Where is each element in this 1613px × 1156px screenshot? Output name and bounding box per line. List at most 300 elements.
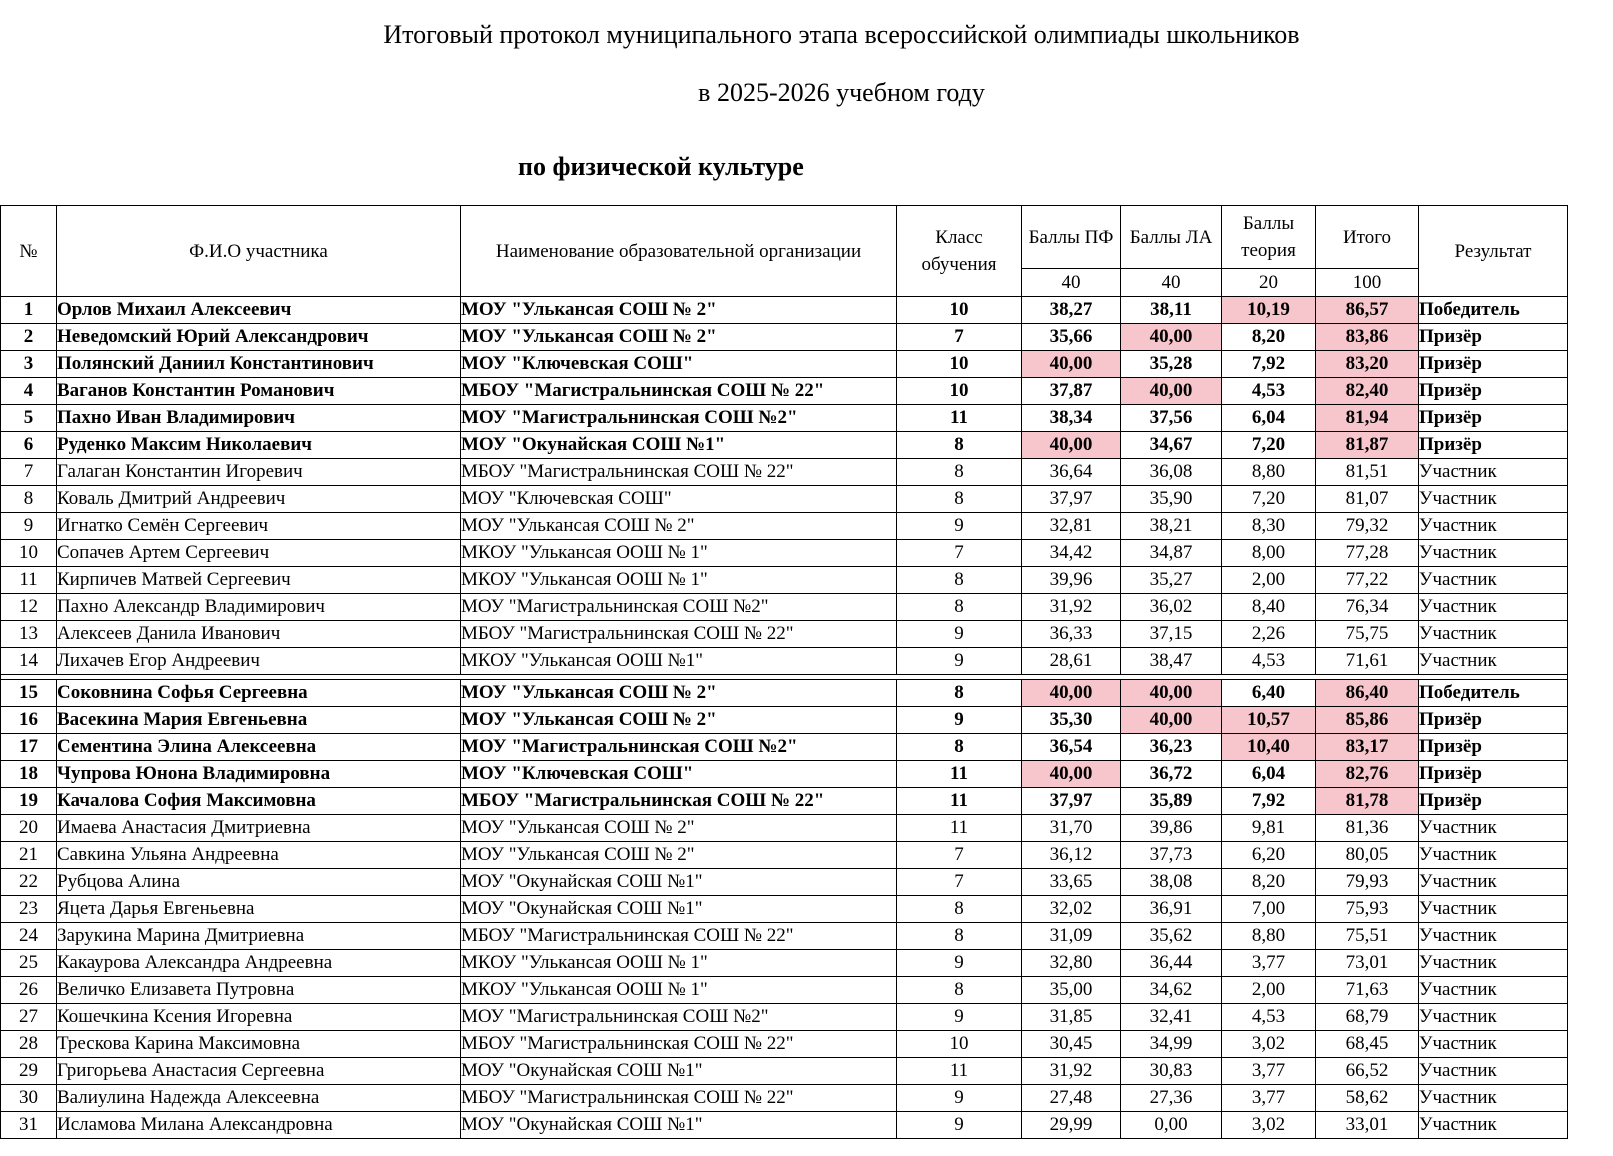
cell-num: 3 <box>1 351 57 378</box>
cell-pf: 35,66 <box>1022 324 1121 351</box>
cell-theory: 2,00 <box>1222 567 1316 594</box>
table-row <box>1 324 1568 351</box>
cell-total: 77,28 <box>1316 540 1419 567</box>
cell-num: 26 <box>1 977 57 1004</box>
cell-org: МОУ "Окунайская СОШ №1" <box>461 432 897 459</box>
header-total: Итого <box>1316 206 1419 269</box>
table-row <box>1 788 1568 815</box>
cell-result: Призёр <box>1419 324 1568 351</box>
cell-theory: 6,20 <box>1222 842 1316 869</box>
cell-pf: 39,96 <box>1022 567 1121 594</box>
cell-pf: 34,42 <box>1022 540 1121 567</box>
cell-la: 38,08 <box>1121 869 1222 896</box>
cell-la: 0,00 <box>1121 1112 1222 1139</box>
cell-pf: 40,00 <box>1022 351 1121 378</box>
cell-la: 38,11 <box>1121 297 1222 324</box>
cell-total: 81,36 <box>1316 815 1419 842</box>
cell-theory: 8,80 <box>1222 923 1316 950</box>
table-row <box>1 594 1568 621</box>
cell-theory: 7,20 <box>1222 432 1316 459</box>
cell-org: МОУ "Улькансая СОШ № 2" <box>461 297 897 324</box>
cell-name: Кошечкина Ксения Игоревна <box>57 1004 461 1031</box>
cell-total: 77,22 <box>1316 567 1419 594</box>
cell-result: Призёр <box>1419 432 1568 459</box>
cell-result: Призёр <box>1419 761 1568 788</box>
cell-total: 82,76 <box>1316 761 1419 788</box>
cell-result: Участник <box>1419 869 1568 896</box>
cell-grade: 9 <box>897 648 1022 675</box>
cell-name: Коваль Дмитрий Андреевич <box>57 486 461 513</box>
cell-theory: 7,92 <box>1222 351 1316 378</box>
cell-total: 81,51 <box>1316 459 1419 486</box>
cell-total: 33,01 <box>1316 1112 1419 1139</box>
cell-name: Галаган Константин Игоревич <box>57 459 461 486</box>
max-score-pf: 40 <box>1022 269 1121 297</box>
table-row <box>1 1031 1568 1058</box>
cell-name: Полянский Даниил Константинович <box>57 351 461 378</box>
cell-total: 76,34 <box>1316 594 1419 621</box>
cell-num: 22 <box>1 869 57 896</box>
cell-la: 34,67 <box>1121 432 1222 459</box>
cell-total: 75,93 <box>1316 896 1419 923</box>
cell-num: 6 <box>1 432 57 459</box>
cell-result: Участник <box>1419 540 1568 567</box>
cell-name: Рубцова Алина <box>57 869 461 896</box>
cell-la: 36,91 <box>1121 896 1222 923</box>
cell-name: Какаурова Александра Андреевна <box>57 950 461 977</box>
header-la: Баллы ЛА <box>1121 206 1222 269</box>
cell-theory: 10,57 <box>1222 707 1316 734</box>
cell-grade: 9 <box>897 1112 1022 1139</box>
cell-pf: 32,81 <box>1022 513 1121 540</box>
cell-theory: 6,04 <box>1222 761 1316 788</box>
cell-num: 14 <box>1 648 57 675</box>
cell-org: МБОУ "Магистральнинская СОШ № 22" <box>461 788 897 815</box>
cell-la: 40,00 <box>1121 680 1222 707</box>
cell-total: 82,40 <box>1316 378 1419 405</box>
cell-org: МОУ "Ключевская СОШ" <box>461 486 897 513</box>
cell-name: Алексеев Данила Иванович <box>57 621 461 648</box>
cell-org: МОУ "Окунайская СОШ №1" <box>461 1112 897 1139</box>
cell-la: 36,72 <box>1121 761 1222 788</box>
cell-theory: 7,92 <box>1222 788 1316 815</box>
cell-theory: 3,77 <box>1222 1058 1316 1085</box>
cell-la: 39,86 <box>1121 815 1222 842</box>
cell-name: Валиулина Надежда Алексеевна <box>57 1085 461 1112</box>
cell-name: Исламова Милана Александровна <box>57 1112 461 1139</box>
cell-pf: 35,30 <box>1022 707 1121 734</box>
cell-result: Участник <box>1419 486 1568 513</box>
cell-total: 75,51 <box>1316 923 1419 950</box>
cell-la: 37,56 <box>1121 405 1222 432</box>
cell-grade: 9 <box>897 707 1022 734</box>
cell-pf: 35,00 <box>1022 977 1121 1004</box>
cell-grade: 8 <box>897 567 1022 594</box>
cell-org: МОУ "Окунайская СОШ №1" <box>461 869 897 896</box>
cell-result: Участник <box>1419 621 1568 648</box>
cell-name: Сементина Элина Алексеевна <box>57 734 461 761</box>
table-row <box>1 648 1568 675</box>
cell-pf: 38,27 <box>1022 297 1121 324</box>
cell-org: МОУ "Улькансая СОШ № 2" <box>461 680 897 707</box>
cell-pf: 32,80 <box>1022 950 1121 977</box>
cell-theory: 7,00 <box>1222 896 1316 923</box>
table-row <box>1 1004 1568 1031</box>
header-result: Результат <box>1419 206 1568 297</box>
cell-name: Орлов Михаил Алексеевич <box>57 297 461 324</box>
cell-org: МОУ "Окунайская СОШ №1" <box>461 896 897 923</box>
cell-la: 38,47 <box>1121 648 1222 675</box>
cell-theory: 8,00 <box>1222 540 1316 567</box>
cell-pf: 29,99 <box>1022 1112 1121 1139</box>
cell-num: 2 <box>1 324 57 351</box>
table-row <box>1 977 1568 1004</box>
cell-total: 71,63 <box>1316 977 1419 1004</box>
table-row <box>1 540 1568 567</box>
cell-grade: 11 <box>897 788 1022 815</box>
cell-num: 8 <box>1 486 57 513</box>
cell-la: 36,44 <box>1121 950 1222 977</box>
cell-grade: 11 <box>897 1058 1022 1085</box>
header-grade: Класс обучения <box>897 206 1022 297</box>
cell-grade: 11 <box>897 405 1022 432</box>
cell-la: 36,08 <box>1121 459 1222 486</box>
cell-result: Участник <box>1419 567 1568 594</box>
cell-pf: 31,70 <box>1022 815 1121 842</box>
cell-org: МБОУ "Магистральнинская СОШ № 22" <box>461 1085 897 1112</box>
cell-result: Участник <box>1419 594 1568 621</box>
cell-org: МКОУ "Улькансая ООШ № 1" <box>461 950 897 977</box>
cell-org: МБОУ "Магистральнинская СОШ № 22" <box>461 621 897 648</box>
cell-total: 66,52 <box>1316 1058 1419 1085</box>
cell-pf: 36,64 <box>1022 459 1121 486</box>
cell-name: Имаева Анастасия Дмитриевна <box>57 815 461 842</box>
cell-theory: 10,40 <box>1222 734 1316 761</box>
cell-theory: 8,20 <box>1222 869 1316 896</box>
cell-num: 31 <box>1 1112 57 1139</box>
cell-result: Участник <box>1419 513 1568 540</box>
cell-org: МБОУ "Магистральнинская СОШ № 22" <box>461 459 897 486</box>
header-pf: Баллы ПФ <box>1022 206 1121 269</box>
cell-org: МБОУ "Магистральнинская СОШ № 22" <box>461 378 897 405</box>
table-row <box>1 734 1568 761</box>
cell-theory: 8,20 <box>1222 324 1316 351</box>
cell-pf: 31,92 <box>1022 1058 1121 1085</box>
cell-result: Участник <box>1419 896 1568 923</box>
table-row <box>1 950 1568 977</box>
cell-num: 13 <box>1 621 57 648</box>
cell-name: Соковнина Софья Сергеевна <box>57 680 461 707</box>
cell-grade: 10 <box>897 378 1022 405</box>
cell-theory: 10,19 <box>1222 297 1316 324</box>
cell-grade: 9 <box>897 1085 1022 1112</box>
cell-name: Сопачев Артем Сергеевич <box>57 540 461 567</box>
cell-total: 85,86 <box>1316 707 1419 734</box>
cell-total: 79,93 <box>1316 869 1419 896</box>
cell-pf: 36,54 <box>1022 734 1121 761</box>
cell-org: МКОУ "Улькансая ООШ №1" <box>461 648 897 675</box>
document-subject: по физической культуре <box>518 152 804 181</box>
cell-total: 81,07 <box>1316 486 1419 513</box>
cell-org: МБОУ "Магистральнинская СОШ № 22" <box>461 1031 897 1058</box>
cell-theory: 6,04 <box>1222 405 1316 432</box>
cell-org: МОУ "Улькансая СОШ № 2" <box>461 324 897 351</box>
table-row <box>1 923 1568 950</box>
cell-grade: 8 <box>897 680 1022 707</box>
max-score-total: 100 <box>1316 269 1419 297</box>
cell-result: Участник <box>1419 977 1568 1004</box>
cell-result: Призёр <box>1419 351 1568 378</box>
cell-total: 68,79 <box>1316 1004 1419 1031</box>
table-row <box>1 405 1568 432</box>
cell-org: МОУ "Улькансая СОШ № 2" <box>461 815 897 842</box>
cell-grade: 10 <box>897 351 1022 378</box>
table-row <box>1 1085 1568 1112</box>
cell-pf: 38,34 <box>1022 405 1121 432</box>
cell-name: Качалова София Максимовна <box>57 788 461 815</box>
header-name: Ф.И.О участника <box>57 206 461 297</box>
cell-num: 24 <box>1 923 57 950</box>
cell-name: Кирпичев Матвей Сергеевич <box>57 567 461 594</box>
table-row <box>1 1058 1568 1085</box>
cell-name: Лихачев Егор Андреевич <box>57 648 461 675</box>
cell-grade: 8 <box>897 594 1022 621</box>
document-title: Итоговый протокол муниципального этапа всероссийской олимпиады школьников <box>383 20 1300 49</box>
cell-grade: 8 <box>897 977 1022 1004</box>
cell-la: 40,00 <box>1121 378 1222 405</box>
cell-num: 19 <box>1 788 57 815</box>
cell-la: 30,83 <box>1121 1058 1222 1085</box>
cell-la: 35,62 <box>1121 923 1222 950</box>
table-row <box>1 680 1568 707</box>
cell-total: 80,05 <box>1316 842 1419 869</box>
cell-org: МКОУ "Улькансая ООШ № 1" <box>461 540 897 567</box>
cell-result: Участник <box>1419 1031 1568 1058</box>
table-row <box>1 1112 1568 1139</box>
cell-pf: 28,61 <box>1022 648 1121 675</box>
cell-grade: 9 <box>897 950 1022 977</box>
cell-num: 12 <box>1 594 57 621</box>
cell-num: 17 <box>1 734 57 761</box>
cell-total: 83,86 <box>1316 324 1419 351</box>
cell-theory: 2,00 <box>1222 977 1316 1004</box>
table-row <box>1 567 1568 594</box>
cell-num: 20 <box>1 815 57 842</box>
cell-la: 40,00 <box>1121 324 1222 351</box>
cell-result: Участник <box>1419 459 1568 486</box>
cell-la: 36,23 <box>1121 734 1222 761</box>
cell-total: 81,78 <box>1316 788 1419 815</box>
cell-theory: 4,53 <box>1222 648 1316 675</box>
cell-num: 28 <box>1 1031 57 1058</box>
table-row <box>1 896 1568 923</box>
cell-pf: 40,00 <box>1022 432 1121 459</box>
table-row <box>1 351 1568 378</box>
cell-la: 35,89 <box>1121 788 1222 815</box>
cell-name: Пахно Иван Владимирович <box>57 405 461 432</box>
cell-name: Григорьева Анастасия Сергеевна <box>57 1058 461 1085</box>
cell-pf: 27,48 <box>1022 1085 1121 1112</box>
cell-pf: 40,00 <box>1022 761 1121 788</box>
cell-total: 58,62 <box>1316 1085 1419 1112</box>
cell-la: 40,00 <box>1121 707 1222 734</box>
cell-result: Участник <box>1419 648 1568 675</box>
cell-total: 71,61 <box>1316 648 1419 675</box>
cell-org: МОУ "Окунайская СОШ №1" <box>461 1058 897 1085</box>
cell-grade: 8 <box>897 432 1022 459</box>
table-row <box>1 815 1568 842</box>
cell-pf: 32,02 <box>1022 896 1121 923</box>
cell-result: Участник <box>1419 950 1568 977</box>
cell-grade: 11 <box>897 761 1022 788</box>
table-header <box>1 206 1568 297</box>
cell-pf: 31,09 <box>1022 923 1121 950</box>
cell-result: Призёр <box>1419 405 1568 432</box>
cell-total: 86,57 <box>1316 297 1419 324</box>
cell-num: 29 <box>1 1058 57 1085</box>
cell-la: 32,41 <box>1121 1004 1222 1031</box>
cell-org: МОУ "Улькансая СОШ № 2" <box>461 842 897 869</box>
table-row <box>1 869 1568 896</box>
cell-la: 27,36 <box>1121 1085 1222 1112</box>
cell-name: Зарукина Марина Дмитриевна <box>57 923 461 950</box>
cell-num: 16 <box>1 707 57 734</box>
table-body <box>1 297 1568 1139</box>
cell-theory: 4,53 <box>1222 378 1316 405</box>
cell-total: 73,01 <box>1316 950 1419 977</box>
cell-num: 10 <box>1 540 57 567</box>
cell-grade: 7 <box>897 869 1022 896</box>
cell-org: МОУ "Магистральнинская СОШ №2" <box>461 405 897 432</box>
table-row <box>1 297 1568 324</box>
cell-name: Васекина Мария Евгеньевна <box>57 707 461 734</box>
cell-theory: 7,20 <box>1222 486 1316 513</box>
cell-name: Величко Елизавета Путровна <box>57 977 461 1004</box>
cell-theory: 6,40 <box>1222 680 1316 707</box>
table-row <box>1 513 1568 540</box>
cell-la: 34,62 <box>1121 977 1222 1004</box>
cell-result: Призёр <box>1419 788 1568 815</box>
cell-org: МОУ "Улькансая СОШ № 2" <box>461 513 897 540</box>
cell-theory: 8,30 <box>1222 513 1316 540</box>
cell-total: 68,45 <box>1316 1031 1419 1058</box>
cell-result: Победитель <box>1419 680 1568 707</box>
cell-num: 5 <box>1 405 57 432</box>
cell-pf: 31,92 <box>1022 594 1121 621</box>
cell-pf: 33,65 <box>1022 869 1121 896</box>
cell-total: 75,75 <box>1316 621 1419 648</box>
cell-pf: 36,33 <box>1022 621 1121 648</box>
cell-result: Победитель <box>1419 297 1568 324</box>
cell-org: МОУ "Улькансая СОШ № 2" <box>461 707 897 734</box>
cell-pf: 37,97 <box>1022 788 1121 815</box>
cell-theory: 3,77 <box>1222 950 1316 977</box>
cell-result: Участник <box>1419 923 1568 950</box>
cell-grade: 10 <box>897 1031 1022 1058</box>
table-row <box>1 621 1568 648</box>
cell-pf: 40,00 <box>1022 680 1121 707</box>
cell-grade: 9 <box>897 621 1022 648</box>
cell-num: 23 <box>1 896 57 923</box>
header-org: Наименование образовательной организации <box>461 206 897 297</box>
cell-la: 38,21 <box>1121 513 1222 540</box>
cell-result: Участник <box>1419 815 1568 842</box>
cell-num: 25 <box>1 950 57 977</box>
cell-pf: 31,85 <box>1022 1004 1121 1031</box>
cell-name: Пахно Александр Владимирович <box>57 594 461 621</box>
cell-num: 27 <box>1 1004 57 1031</box>
cell-total: 81,87 <box>1316 432 1419 459</box>
cell-name: Руденко Максим Николаевич <box>57 432 461 459</box>
cell-grade: 7 <box>897 540 1022 567</box>
cell-result: Участник <box>1419 842 1568 869</box>
cell-org: МОУ "Магистральнинская СОШ №2" <box>461 734 897 761</box>
results-table <box>0 205 1568 1139</box>
cell-num: 21 <box>1 842 57 869</box>
cell-total: 79,32 <box>1316 513 1419 540</box>
table-row <box>1 378 1568 405</box>
cell-la: 35,90 <box>1121 486 1222 513</box>
cell-theory: 8,40 <box>1222 594 1316 621</box>
max-score-la: 40 <box>1121 269 1222 297</box>
cell-la: 34,99 <box>1121 1031 1222 1058</box>
cell-name: Савкина Ульяна Андреевна <box>57 842 461 869</box>
cell-result: Призёр <box>1419 707 1568 734</box>
cell-total: 83,20 <box>1316 351 1419 378</box>
table-row <box>1 486 1568 513</box>
cell-theory: 3,02 <box>1222 1112 1316 1139</box>
cell-result: Призёр <box>1419 378 1568 405</box>
cell-result: Участник <box>1419 1112 1568 1139</box>
cell-num: 11 <box>1 567 57 594</box>
cell-la: 34,87 <box>1121 540 1222 567</box>
cell-theory: 9,81 <box>1222 815 1316 842</box>
cell-org: МОУ "Ключевская СОШ" <box>461 351 897 378</box>
cell-total: 81,94 <box>1316 405 1419 432</box>
cell-num: 4 <box>1 378 57 405</box>
cell-la: 37,73 <box>1121 842 1222 869</box>
cell-result: Участник <box>1419 1004 1568 1031</box>
cell-org: МБОУ "Магистральнинская СОШ № 22" <box>461 923 897 950</box>
cell-theory: 3,02 <box>1222 1031 1316 1058</box>
table-row <box>1 432 1568 459</box>
cell-grade: 9 <box>897 513 1022 540</box>
cell-grade: 10 <box>897 297 1022 324</box>
cell-org: МОУ "Магистральнинская СОШ №2" <box>461 594 897 621</box>
max-score-theory: 20 <box>1222 269 1316 297</box>
cell-theory: 8,80 <box>1222 459 1316 486</box>
cell-grade: 7 <box>897 324 1022 351</box>
document-subtitle-year: в 2025-2026 учебном году <box>698 78 985 107</box>
cell-pf: 37,97 <box>1022 486 1121 513</box>
cell-org: МОУ "Ключевская СОШ" <box>461 761 897 788</box>
table-row <box>1 459 1568 486</box>
cell-num: 15 <box>1 680 57 707</box>
table-row <box>1 707 1568 734</box>
cell-pf: 30,45 <box>1022 1031 1121 1058</box>
cell-grade: 8 <box>897 896 1022 923</box>
cell-theory: 4,53 <box>1222 1004 1316 1031</box>
cell-grade: 8 <box>897 486 1022 513</box>
cell-pf: 36,12 <box>1022 842 1121 869</box>
header-num: № <box>1 206 57 297</box>
cell-theory: 2,26 <box>1222 621 1316 648</box>
cell-pf: 37,87 <box>1022 378 1121 405</box>
cell-result: Участник <box>1419 1058 1568 1085</box>
cell-result: Участник <box>1419 1085 1568 1112</box>
cell-num: 18 <box>1 761 57 788</box>
table-row <box>1 761 1568 788</box>
